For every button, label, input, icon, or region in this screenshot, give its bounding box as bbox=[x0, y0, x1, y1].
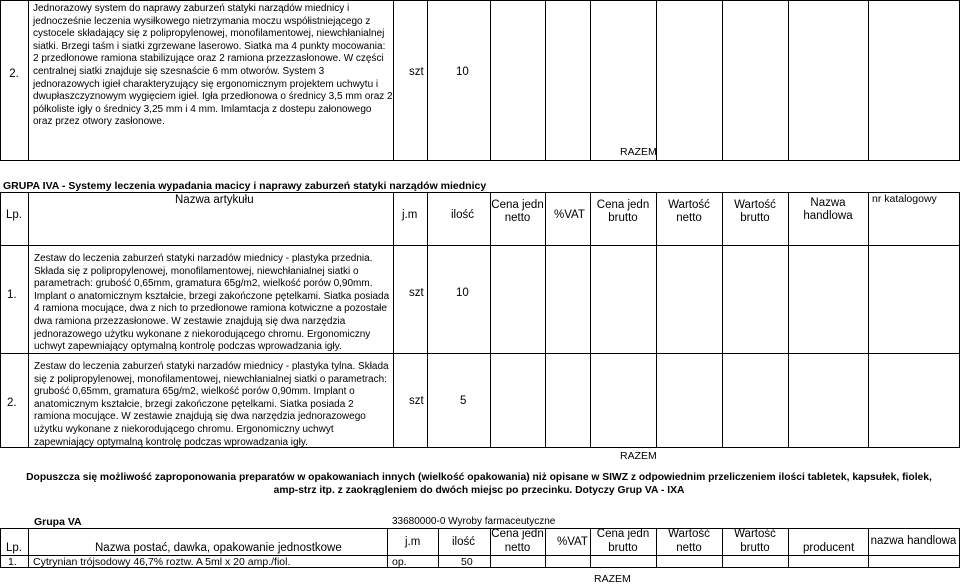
va-row-1-lp: 1. bbox=[8, 556, 17, 568]
va-total-label: RAZEM bbox=[594, 573, 631, 585]
header-qty: ilość bbox=[451, 209, 475, 221]
row-1-lp: 1. bbox=[7, 289, 17, 301]
package-notice: Dopuszcza się możliwość zaproponowania preparatów w opakowaniach innych (wielkość opakowania) niż opisane w SIWZ z odpowiednim przeliczeniem ilości tabletek, kapsułek, fiolek, amp-strz itp. z zaokrągleniem do dwóch miejsc po przecinku. Dotyczy Grup VA - IXA bbox=[26, 472, 932, 496]
va-header-qty: ilość bbox=[452, 536, 476, 548]
row-1-unit: szt bbox=[409, 287, 424, 299]
unit-cell: szt bbox=[409, 66, 424, 78]
row-2-lp: 2. bbox=[7, 397, 17, 409]
group-va-title: Grupa VA bbox=[34, 516, 82, 528]
va-row-1-name: Cytrynian trójsodowy 46,7% roztw. A 5ml x 20 amp./fiol. bbox=[33, 556, 291, 568]
header-vat: %VAT bbox=[554, 209, 585, 221]
row-2-qty: 5 bbox=[460, 395, 467, 407]
product-description: Jednorazowy system do naprawy zaburzeń statyki narządów miednicy i jednocześnie leczenia wysiłkowego nietrzymania moczu współistniejącego z cystocele składający się z polipropylenowej, monofilamentowej, niewchłanialnej siatki. Brzegi taśm i siatki zgrzewane laserowo. Siatka ma 4 punkty mocowania: 2 przedłonowe ramiona stabilizujące oraz 2 ramiona przezzasłonowe. W części centralnej siatki znajduje się szesnaście 6 mm otworów. System 3 jednorazowych igieł charakteryzujący się ergonomicznym projektem uchwytu i dwupłaszczyznowym wygięciem igieł. Igła przedłonowa o średnicy 3,5 mm oraz 2 półkoliste igły o średnicy 3,25 mm i 4 mm. Imlamtacja z dostepu załonowego oraz przez otwory zasłonowe. bbox=[33, 3, 393, 128]
group-title: GRUPA IVA - Systemy leczenia wypadania macicy i naprawy zaburzeń statyki narządów miednicy bbox=[3, 180, 487, 192]
header-unit: j.m bbox=[402, 209, 418, 221]
header-name: Nazwa artykułu bbox=[175, 194, 254, 206]
group-va-category: 33680000-0 Wyroby farmaceutyczne bbox=[392, 516, 556, 527]
va-row-1-unit: op. bbox=[392, 556, 407, 568]
row-number: 2. bbox=[9, 68, 19, 81]
quantity-cell: 10 bbox=[456, 66, 469, 78]
row-2-description: Zestaw do leczenia zaburzeń statyki narzadów miednicy - plastyka tylna. Składa się z polipropylenowej, monofilamentowej, niewchłanialnej siatki o parametrach: grubość 0,65mm, gramatura 65g/m2, wielkość porów 0,90mm. Implant o anatomicznym kształcie, brzegi zakończone pętelkami. Siatka posiada 2 ramiona mocujące. W zestawie znajdują się dwa narzędzia jednorazowego użytku wykonane z niekorodującego chromu. Ergonomiczny uchwyt zapewniający optymalną kontrolę podczas wprowadzania igły. bbox=[34, 361, 389, 448]
va-header-value-gross: Wartość brutto bbox=[734, 528, 776, 554]
header-lp: Lp. bbox=[6, 209, 22, 221]
va-row-1-qty: 50 bbox=[461, 556, 473, 568]
va-header-producer: producent bbox=[803, 542, 855, 554]
row-2-unit: szt bbox=[409, 395, 424, 407]
group-total-label: RAZEM bbox=[620, 450, 657, 462]
total-label: RAZEM bbox=[620, 146, 657, 158]
header-catalog: nr katalogowy bbox=[872, 193, 937, 205]
va-header-lp: Lp. bbox=[6, 542, 22, 554]
va-header-price-net: Cena jedn netto bbox=[491, 528, 544, 554]
header-value-gross: Wartość brutto bbox=[734, 198, 776, 224]
va-header-price-gross: Cena jedn brutto bbox=[596, 528, 650, 554]
va-header-vat: %VAT bbox=[557, 536, 588, 548]
va-header-name: Nazwa postać, dawka, opakowanie jednostkowe bbox=[95, 542, 342, 554]
va-header-trade-name: nazwa handlowa bbox=[870, 534, 957, 547]
header-price-net: Cena jedn netto bbox=[491, 198, 544, 224]
va-header-value-net: Wartość netto bbox=[668, 528, 710, 554]
header-price-gross: Cena jedn brutto bbox=[596, 198, 650, 224]
row-1-qty: 10 bbox=[456, 287, 469, 299]
row-1-description: Zestaw do leczenia zaburzeń statyki narzadów miednicy - plastyka przednia. Składa się z polipropylenowej, monofilamentowej, niewchłanialnej siatki o parametrach: grubość 0,65mm, gramatura 65g/m2, wielkość porów 0,90mm. Implant o anatomicznym kształcie, brzegi zakończone pętelkami. Siatka posiada 4 ramiona mocujące, dwa z nich to przedłonowe ramiona kotwiczne a pozostałe dwa ramiona przezzasłonowe. W zestawie znajdują się dwa narzędzia jednorazowego użytku wykonane z niekorodującego chromu. Ergonomiczny uchwyt zapewniający optymalną kontrolę podczas wprowadzania igły. bbox=[34, 253, 390, 353]
header-value-net: Wartość netto bbox=[668, 198, 710, 224]
va-header-unit: j.m bbox=[405, 536, 421, 548]
header-trade-name: Nazwa handlowa bbox=[803, 196, 853, 222]
